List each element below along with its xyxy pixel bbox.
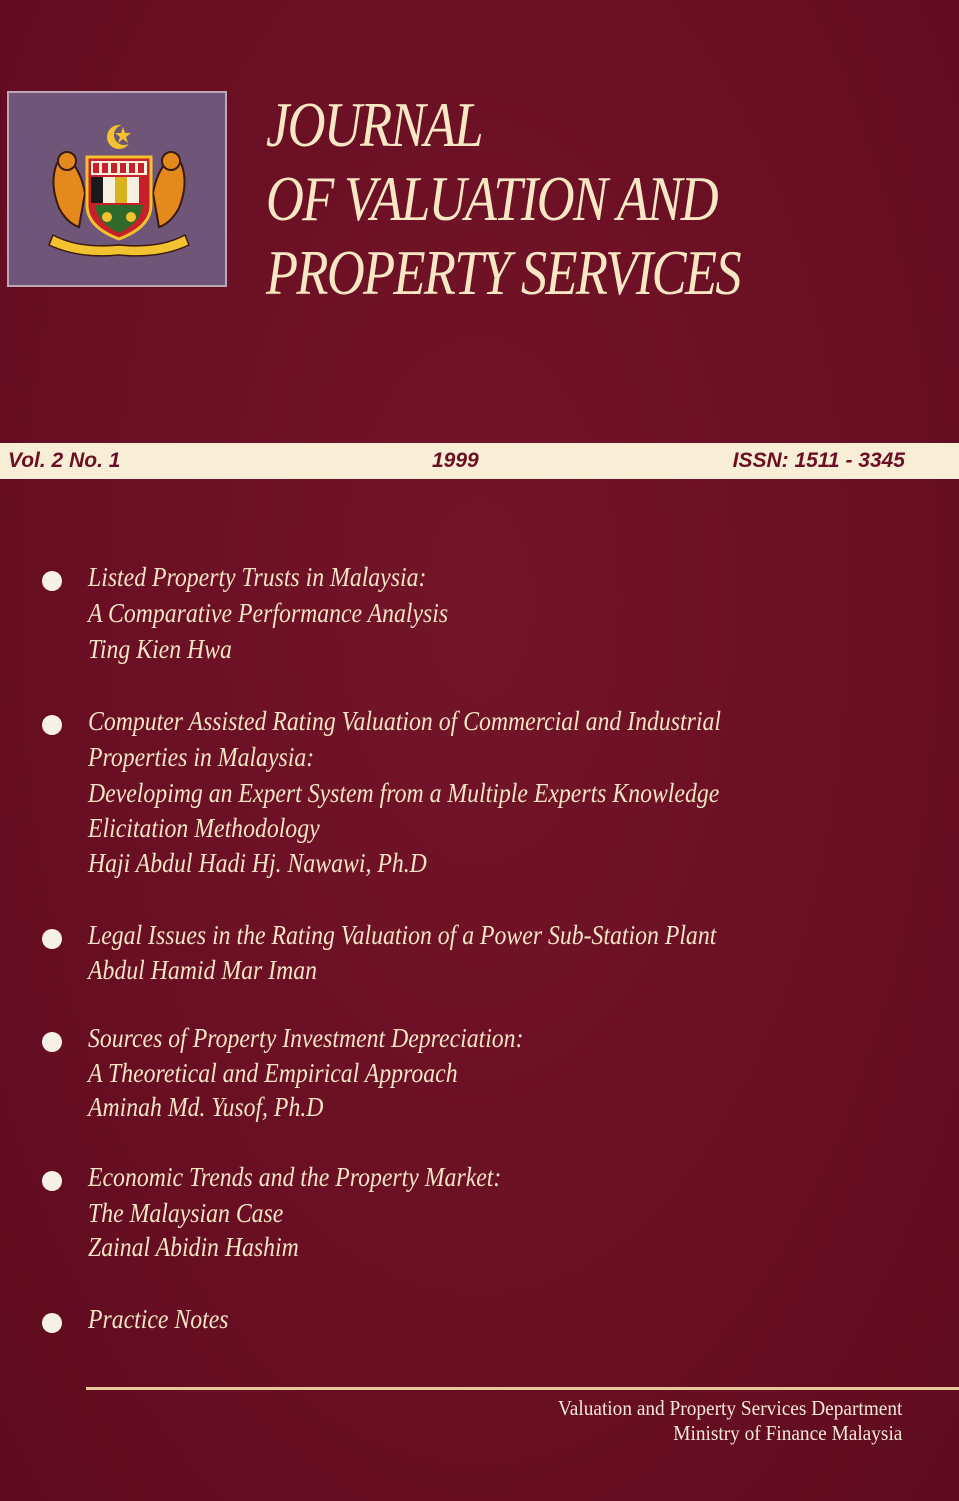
bullet-icon	[42, 1032, 62, 1052]
article-author: Haji Abdul Hadi Hj. Nawawi, Ph.D	[88, 848, 427, 878]
article-subtitle: Elicitation Methodology	[88, 813, 320, 843]
article-title: Listed Property Trusts in Malaysia:	[88, 562, 427, 592]
coat-of-arms-icon	[39, 123, 199, 263]
volume-number: Vol. 2 No. 1	[8, 449, 121, 472]
article-title: Computer Assisted Rating Valuation of Commercial and Industrial	[88, 706, 721, 736]
article-author: Aminah Md. Yusof, Ph.D	[88, 1092, 324, 1122]
article-subtitle: A Comparative Performance Analysis	[88, 598, 449, 628]
emblem-panel	[7, 91, 227, 287]
article-title: Properties in Malaysia:	[88, 742, 315, 772]
article-title: Sources of Property Investment Depreciation:	[88, 1023, 524, 1053]
title-line: PROPERTY SERVICES	[266, 237, 741, 308]
title-line: JOURNAL	[266, 89, 482, 160]
article-title: Practice Notes	[88, 1304, 229, 1334]
journal-title	[266, 88, 740, 310]
bullet-icon	[42, 929, 62, 949]
footer-divider	[86, 1387, 959, 1390]
title-line: OF VALUATION AND	[266, 163, 717, 234]
article-author: Ting Kien Hwa	[88, 634, 232, 664]
bullet-icon	[42, 571, 62, 591]
article-title: Economic Trends and the Property Market:	[88, 1162, 502, 1192]
issn-number: ISSN: 1511 - 3345	[732, 449, 905, 472]
article-title: Legal Issues in the Rating Valuation of a Power Sub-Station Plant	[88, 920, 717, 950]
article-subtitle: A Theoretical and Empirical Approach	[88, 1058, 458, 1088]
article-author: Abdul Hamid Mar Iman	[88, 955, 318, 985]
issue-year: 1999	[432, 449, 479, 472]
issue-band	[0, 443, 959, 479]
bullet-icon	[42, 1313, 62, 1333]
article-subtitle: The Malaysian Case	[88, 1198, 284, 1228]
publisher-department: Valuation and Property Services Department	[557, 1396, 902, 1420]
publisher-block	[528, 1396, 902, 1446]
bullet-icon	[42, 715, 62, 735]
bullet-icon	[42, 1171, 62, 1191]
article-subtitle: Developimg an Expert System from a Multiple Experts Knowledge	[88, 778, 720, 808]
publisher-ministry: Ministry of Finance Malaysia	[672, 1421, 902, 1445]
article-author: Zainal Abidin Hashim	[88, 1232, 299, 1262]
